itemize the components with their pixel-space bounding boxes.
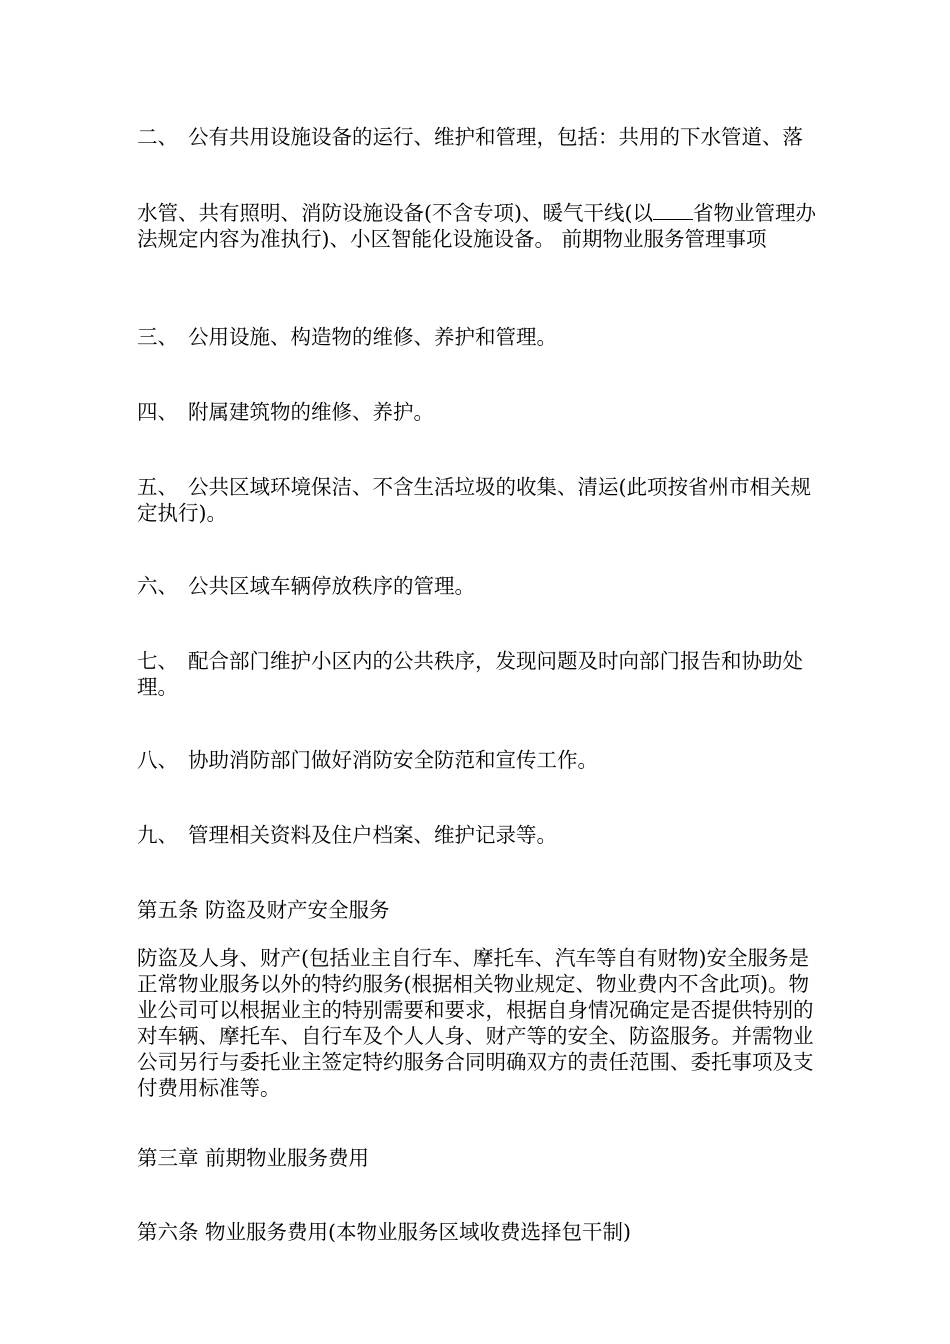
clause-2-continued-text-b: 省物业管理办法规定内容为准执行)、小区智能化设施设备。 前期物业服务管理事项 [137,201,816,251]
article-5-body: 防盗及人身、财产(包括业主自行车、摩托车、汽车等自有财物)安全服务是正常物业服务以外的特约服务(根据相关物业规定、物业费内不含此项)。物业公司可以根据业主的特别需要和要求，根据自身情况确定是否提供特别的对车辆、摩托车、自行车及个人人身、财产等的安全、防盗服务。并需物业公司另行与委托业主签定特约服务合同明确双方的责任范围、委托事项及支付费用标准等。 [137,946,814,1100]
clause-3-number: 三、 [137,325,178,349]
clause-6 [137,573,817,599]
clause-2-text: 公有共用设施设备的运行、维护和管理，包括：共用的下水管道、落 [188,125,803,149]
clause-8 [137,747,817,773]
clause-5-number: 五、 [137,475,178,499]
clause-2-continued [137,200,817,252]
article-6-heading: 第六条 物业服务费用(本物业服务区域收费选择包干制) [137,1220,632,1244]
clause-5 [137,474,817,526]
clause-6-number: 六、 [137,574,178,598]
clause-2 [137,124,817,150]
clause-8-number: 八、 [137,748,178,772]
clause-8-text: 协助消防部门做好消防安全防范和宣传工作。 [188,748,598,772]
clause-9 [137,822,817,848]
clause-9-number: 九、 [137,823,178,847]
clause-2-continued-text-a: 水管、共有照明、消防设施设备(不含专项)、暖气干线(以 [137,201,653,225]
clause-7 [137,648,817,700]
clause-9-text: 管理相关资料及住户档案、维护记录等。 [188,823,557,847]
clause-4 [137,399,817,425]
clause-4-number: 四、 [137,400,178,424]
clause-4-text: 附属建筑物的维修、养护。 [188,400,434,424]
clause-5-text: 公共区域环境保洁、不含生活垃圾的收集、清运(此项按省州市相关规定执行)。 [137,475,811,525]
clause-7-text: 配合部门维护小区内的公共秩序，发现问题及时向部门报告和协助处理。 [137,649,803,699]
article-5-heading: 第五条 防盗及财产安全服务 [137,898,390,922]
chapter-3-heading: 第三章 前期物业服务费用 [137,1146,370,1170]
clause-2-number: 二、 [137,125,178,149]
fill-in-blank [653,201,693,220]
clause-7-number: 七、 [137,649,178,673]
clause-6-text: 公共区域车辆停放秩序的管理。 [188,574,475,598]
clause-3-text: 公用设施、构造物的维修、养护和管理。 [188,325,557,349]
clause-3 [137,324,817,350]
